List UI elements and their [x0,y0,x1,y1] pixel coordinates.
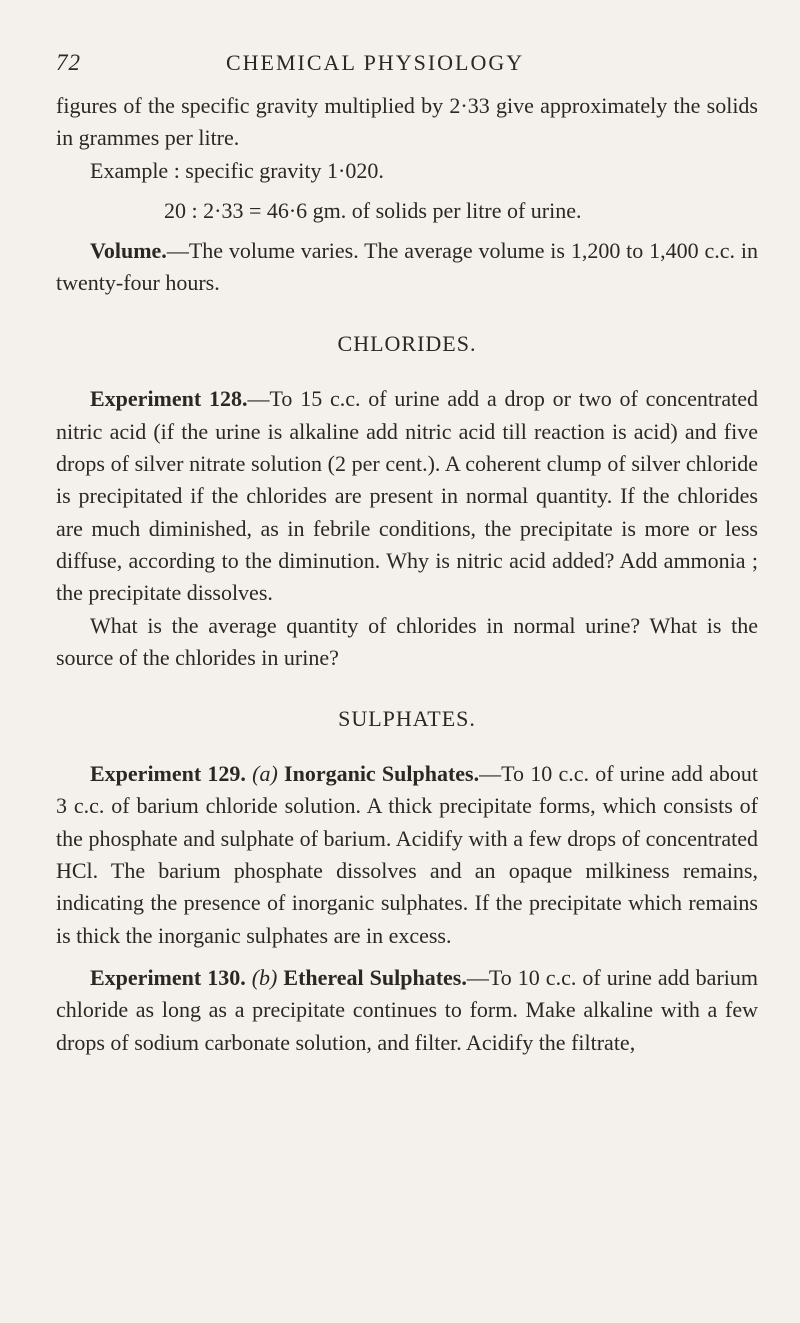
experiment-129 [56,758,758,952]
experiment-129-label: (a) [252,761,278,787]
experiment-130-label: (b) [251,964,278,990]
chlorides-questions: What is the average quantity of chlorides in normal urine? What is the source of the chlorides in urine? [56,612,758,670]
experiment-128-text: —To 15 c.c. of urine add a drop or two of concentrated nitric acid (if the urine is alkaline add nitric acid till reaction is acid) and five drops of silver nitrate solution (2 per cent.). A coherent clump of silver chloride is precipitated if the chlorides are present in normal quantity. If the chlorides are much diminished, as in febrile conditions, the precipitate is more or less diffuse, according to the diminution. Why is nitric acid added? Add ammonia ; the precipitate dissolves. [56,386,759,606]
experiment-129-subtitle: Inorganic Sulphates. [284,761,480,787]
experiment-128 [56,383,758,609]
intro-paragraph: figures of the specific gravity multiplied by 2·33 give approximately the solids in grammes per litre. [56,93,758,151]
experiment-130-lead: Experiment 130. [90,964,246,990]
chlorides-heading: CHLORIDES. [337,331,477,357]
experiment-129-lead: Experiment 129. [90,761,246,787]
experiment-130 [56,962,758,1059]
experiment-128-lead: Experiment 128. [90,386,248,412]
volume-text: —The volume varies. The average volume is 1,200 to 1,400 c.c. in twenty-four hours. [56,237,758,296]
volume-paragraph [56,235,758,300]
running-title: CHEMICAL PHYSIOLOGY [226,50,525,75]
experiment-129-text: —To 10 c.c. of urine add about 3 c.c. of barium chloride solution. A thick precipitate forms, which consists of the phosphate and sulphate of barium. Acidify with a few drops of concentrated HCl. The barium phosphate dissolves and an opaque milkiness remains, indicating the presence of inorganic sulphates. If the precipitate which remains is thick the inorganic sulphates are in excess. [56,761,759,948]
example-line: Example : specific gravity 1·020. [90,157,384,183]
sulphates-heading: SULPHATES. [338,706,476,732]
page-number: 72 [56,50,81,75]
formula-line: 20 : 2·33 = 46·6 gm. of solids per litre of urine. [164,197,582,223]
experiment-130-subtitle: Ethereal Sulphates. [283,964,467,990]
page-body [56,90,758,1059]
volume-lead: Volume. [90,237,167,263]
running-header [56,50,758,90]
experiment-130-text: —To 10 c.c. of urine add barium chloride as long as a precipitate continues to form. Make alkaline with a few drops of sodium carbonate solution, and filter. Acidify the filtrate, [56,964,759,1055]
